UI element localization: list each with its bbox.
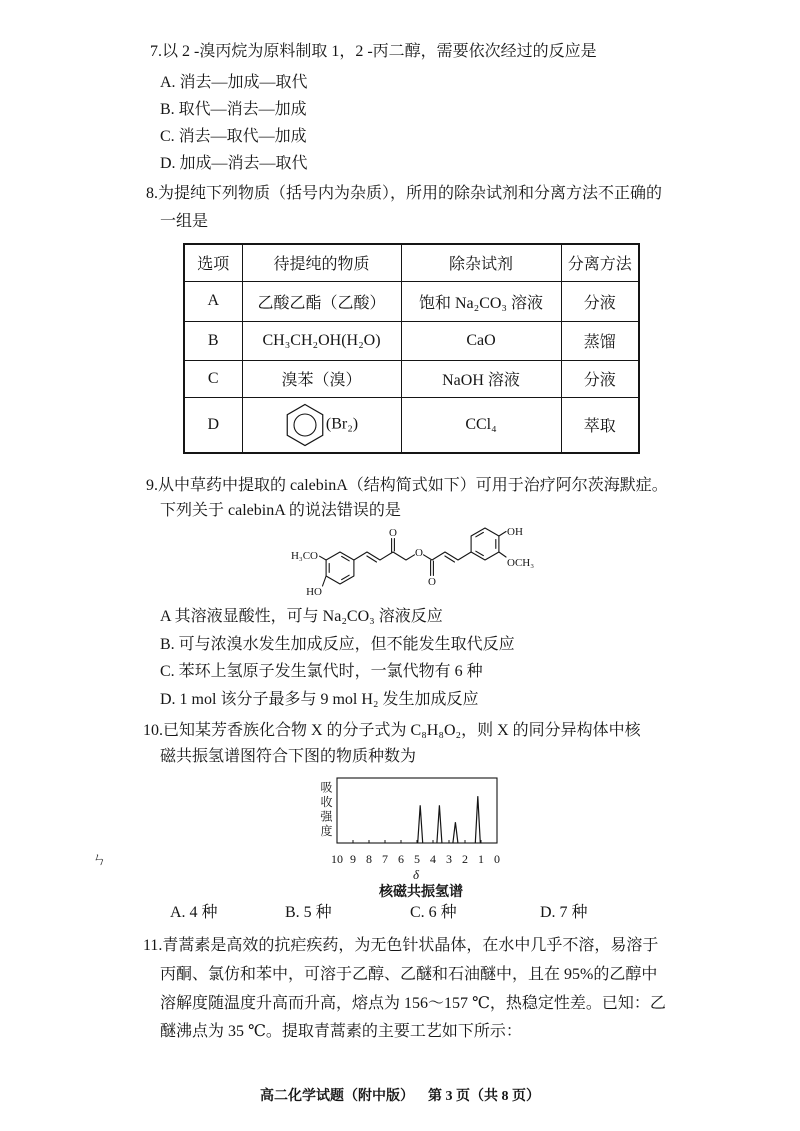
q10-option-c: C. 6 种 xyxy=(410,904,457,921)
methoxy-bond xyxy=(320,556,327,560)
cell-substance: 乙酸乙酯（乙酸） xyxy=(242,281,401,321)
label-ester-o: O xyxy=(415,547,423,559)
cell-reagent: 饱和 Na₂CO₃ 溶液 xyxy=(401,281,561,321)
cell-substance: 溴苯（溴） xyxy=(242,360,401,397)
calebinA-structure xyxy=(280,516,550,606)
nmr-x-tick-label: 0 xyxy=(494,852,500,866)
nmr-x-tick-label: 4 xyxy=(430,852,436,866)
nmr-plot-frame xyxy=(337,778,497,843)
q7-option-c: C. 消去—取代—加成 xyxy=(160,128,307,145)
q9-stem-line-2: 下列关于 calebinA 的说法错误的是 xyxy=(160,502,401,519)
nmr-peak xyxy=(453,822,458,843)
hydroxy-bond xyxy=(499,532,506,537)
q7-option-b: B. 取代—消去—加成 xyxy=(160,101,307,118)
benzene-ring-icon xyxy=(285,402,325,448)
nmr-x-tick-label: 5 xyxy=(414,852,420,866)
cell-substance xyxy=(242,397,401,453)
table-header-row xyxy=(184,244,639,281)
nmr-x-axis-label: δ xyxy=(412,867,420,882)
footer-page-number: 第 3 页（共 8 页） xyxy=(428,1089,540,1104)
q7-stem: 7.以 2 -溴丙烷为原料制取 1，2 -丙二醇，需要依次经过的反应是 xyxy=(150,43,597,60)
cell-option: B xyxy=(184,321,242,360)
nmr-x-tick-label: 7 xyxy=(382,852,388,866)
q10-option-b: B. 5 种 xyxy=(285,904,332,921)
nmr-x-tick-label: 6 xyxy=(398,852,404,866)
hydroxy-bond xyxy=(323,576,327,586)
cell-option: D xyxy=(184,397,242,453)
table-row xyxy=(184,397,639,453)
q7-option-a: A. 消去—加成—取代 xyxy=(160,74,308,91)
nmr-peak xyxy=(437,805,442,843)
label-oh: OH xyxy=(507,526,523,538)
nmr-peak xyxy=(475,796,480,843)
nmr-peak xyxy=(418,805,423,843)
q9-stem-line-1: 9.从中草药中提取的 calebinA（结构简式如下）可用于治疗阿尔茨海默症。 xyxy=(146,477,668,494)
left-benzene-ring xyxy=(326,552,354,584)
q11-line-2: 丙酮、氯仿和苯中，可溶于乙醇、乙醚和石油醚中，且在 95%的乙醇中 xyxy=(160,966,658,983)
q11-line-1: 11.青蒿素是高效的抗疟疾药，为无色针状晶体，在水中几乎不溶，易溶于 xyxy=(143,937,659,954)
q9-option-c: C. 苯环上氢原子发生氯代时，一氯代物有 6 种 xyxy=(160,663,483,680)
q10-stem-line-1: 10.已知某芳香族化合物 X 的分子式为 C₈H₈O₂，则 X 的同分异构体中核 xyxy=(143,722,641,739)
nmr-chart-title: 核磁共振氢谱 xyxy=(379,885,463,900)
nmr-x-tick-label: 9 xyxy=(350,852,356,866)
cell-method: 萃取 xyxy=(561,397,639,453)
q10-stem-line-2: 磁共振氢谱图符合下图的物质种数为 xyxy=(160,748,417,765)
q8-stem-line-1: 8.为提纯下列物质（括号内为杂质），所用的除杂试剂和分离方法不正确的 xyxy=(146,185,663,202)
nmr-x-tick-label: 3 xyxy=(446,852,452,866)
cell-reagent: CaO xyxy=(401,321,561,360)
cell-substance: CH₃CH₂OH(H₂O) xyxy=(242,321,401,360)
q9-option-a: A 其溶液显酸性，可与 Na₂CO₃ 溶液反应 xyxy=(160,608,443,625)
footer-title: 高二化学试题（附中版） xyxy=(260,1089,414,1104)
table-row xyxy=(184,360,639,397)
cell-reagent: CCl₄ xyxy=(401,397,561,453)
q10-option-a: A. 4 种 xyxy=(170,904,218,921)
nmr-y-axis-label: 吸收强度 xyxy=(319,781,333,839)
cell-method: 分液 xyxy=(561,281,639,321)
label-och3: OCH₃ xyxy=(507,557,535,569)
nmr-spectrum-chart xyxy=(300,772,510,902)
chain-bonds-left xyxy=(354,552,415,560)
label-ho: HO xyxy=(306,586,322,598)
margin-mark: ㄣ xyxy=(92,852,108,868)
page-footer xyxy=(0,1088,800,1106)
nmr-x-tick-label: 2 xyxy=(462,852,468,866)
q11-line-4: 醚沸点为 35 ℃。提取青蒿素的主要工艺如下所示： xyxy=(160,1023,522,1040)
chain-bonds-right xyxy=(424,552,472,560)
label-carbonyl-o: O xyxy=(428,576,436,588)
cell-method: 蒸馏 xyxy=(561,321,639,360)
cell-reagent: NaOH 溶液 xyxy=(401,360,561,397)
label-h3co: H₃CO xyxy=(290,550,318,562)
cell-option: A xyxy=(184,281,242,321)
methoxy-bond xyxy=(499,552,506,557)
header-substance: 待提纯的物质 xyxy=(242,244,401,281)
q7-option-d: D. 加成—消去—取代 xyxy=(160,155,308,172)
header-method: 分离方法 xyxy=(561,244,639,281)
header-option: 选项 xyxy=(184,244,242,281)
label-ketone-o: O xyxy=(389,527,397,539)
table-row xyxy=(184,321,639,360)
q11-line-3: 溶解度随温度升高而升高，熔点为 156～157 ℃，热稳定性差。已知：乙 xyxy=(160,995,666,1012)
header-reagent: 除杂试剂 xyxy=(401,244,561,281)
q9-option-d: D. 1 mol 该分子最多与 9 mol H₂ 发生加成反应 xyxy=(160,691,479,708)
q9-option-b: B. 可与浓溴水发生加成反应，但不能发生取代反应 xyxy=(160,636,515,653)
q10-option-d: D. 7 种 xyxy=(540,904,588,921)
purification-table xyxy=(183,243,640,454)
nmr-x-tick-label: 8 xyxy=(366,852,372,866)
q8-stem-line-2: 一组是 xyxy=(160,213,209,230)
cell-option: C xyxy=(184,360,242,397)
impurity-text: (Br₂) xyxy=(325,415,359,433)
table-row xyxy=(184,281,639,321)
nmr-x-tick-label: 1 xyxy=(478,852,484,866)
cell-method: 分液 xyxy=(561,360,639,397)
nmr-x-tick-label: 10 xyxy=(331,852,343,866)
right-benzene-ring xyxy=(471,528,499,560)
